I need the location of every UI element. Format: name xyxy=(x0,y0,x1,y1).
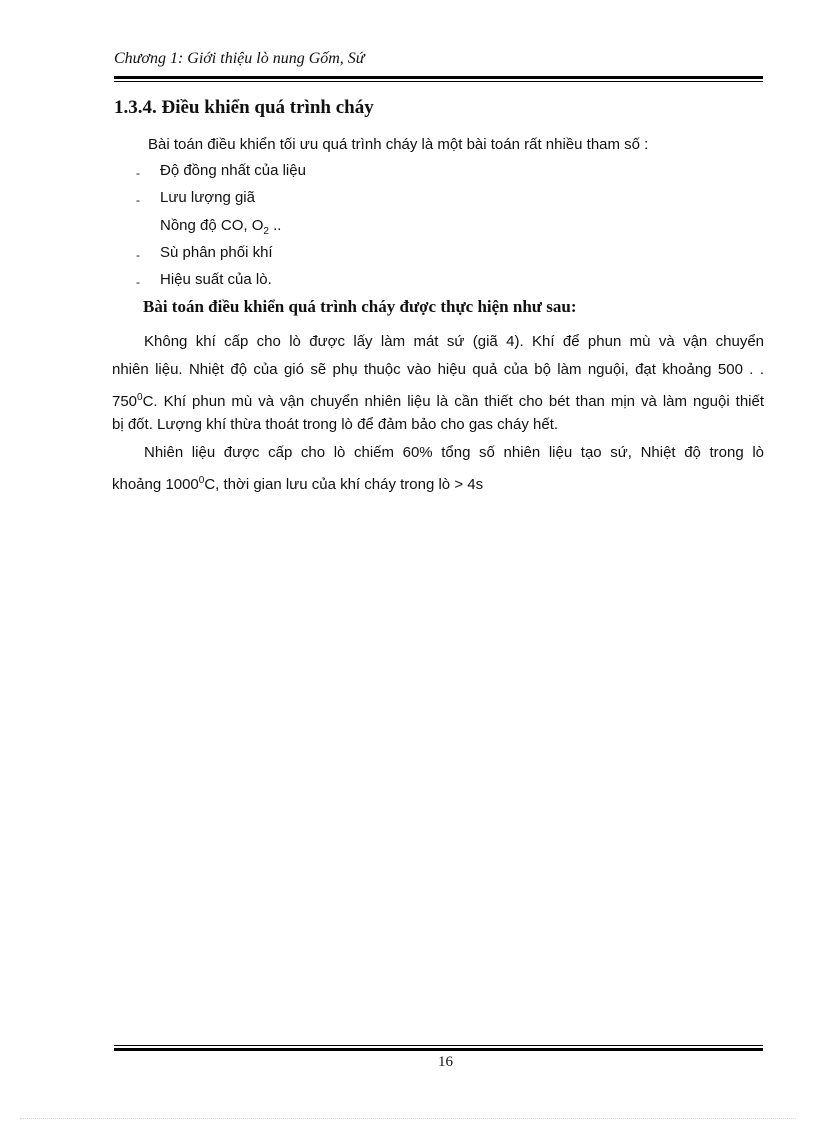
bullet-marker: - xyxy=(136,248,140,262)
paragraph-line: bị đốt. Lượng khí thừa thoát trong lò để đảm bảo cho gas cháy hết. xyxy=(112,416,559,433)
intro-text: Bài toán điều khiển tối ưu quá trình cháy là một bài toán rất nhiều tham số : xyxy=(148,136,649,153)
param-item: Sù phân phối khí xyxy=(160,244,273,261)
text: C. Khí phun mù và vận chuyển nhiên liệu là cần thiết cho bét than mịn và làm nguội thiết xyxy=(142,393,764,410)
superscript: 0 xyxy=(137,392,143,403)
superscript: 0 xyxy=(198,475,205,486)
bullet-marker: - xyxy=(136,275,140,289)
section-title: 1.3.4. Điều khiển quá trình cháy xyxy=(114,97,374,118)
chapter-header: Chương 1: Giới thiệu lò nung Gốm, Sứ xyxy=(114,50,365,67)
bullet-marker: - xyxy=(136,166,140,180)
page-bottom-border xyxy=(20,1118,796,1119)
param-item: Lưu lượng giã xyxy=(160,189,255,206)
paragraph-line xyxy=(112,471,764,495)
paragraph-line: Nhiên liệu được cấp cho lò chiếm 60% tổng số nhiên liệu tạo sứ, Nhiệt độ trong lò xyxy=(144,444,764,461)
header-rule-thick xyxy=(114,76,763,79)
param-item: Hiệu suất của lò. xyxy=(160,271,272,288)
param-item xyxy=(160,216,281,242)
param-item-suffix: .. xyxy=(268,217,282,234)
param-item-text: Nồng độ CO, O xyxy=(160,217,264,234)
paragraph-line: Không khí cấp cho lò được lấy làm mát sứ (giã 4). Khí để phun mù và vận chuyển xyxy=(144,333,764,350)
text: C, thời gian lưu của khí cháy trong lò > 4s xyxy=(204,476,484,493)
bullet-marker: - xyxy=(136,193,140,207)
subheading: Bài toán điều khiển quá trình cháy được thực hiện như sau: xyxy=(143,297,577,316)
page-number: 16 xyxy=(438,1054,453,1070)
paragraph-line: nhiên liệu. Nhiệt độ của gió sẽ phụ thuộc vào hiệu quả của bộ làm nguội, đạt khoảng 500 . . xyxy=(112,361,764,378)
paragraph-line xyxy=(112,388,764,412)
header-rule-thin xyxy=(114,81,763,82)
footer-rule-thick xyxy=(114,1048,763,1051)
value: 750 xyxy=(112,393,138,410)
subscript: 2 xyxy=(263,226,269,237)
param-item: Độ đồng nhất của liệu xyxy=(160,162,306,179)
text: khoảng 1000 xyxy=(112,476,199,493)
footer-rule-thin xyxy=(114,1045,763,1046)
